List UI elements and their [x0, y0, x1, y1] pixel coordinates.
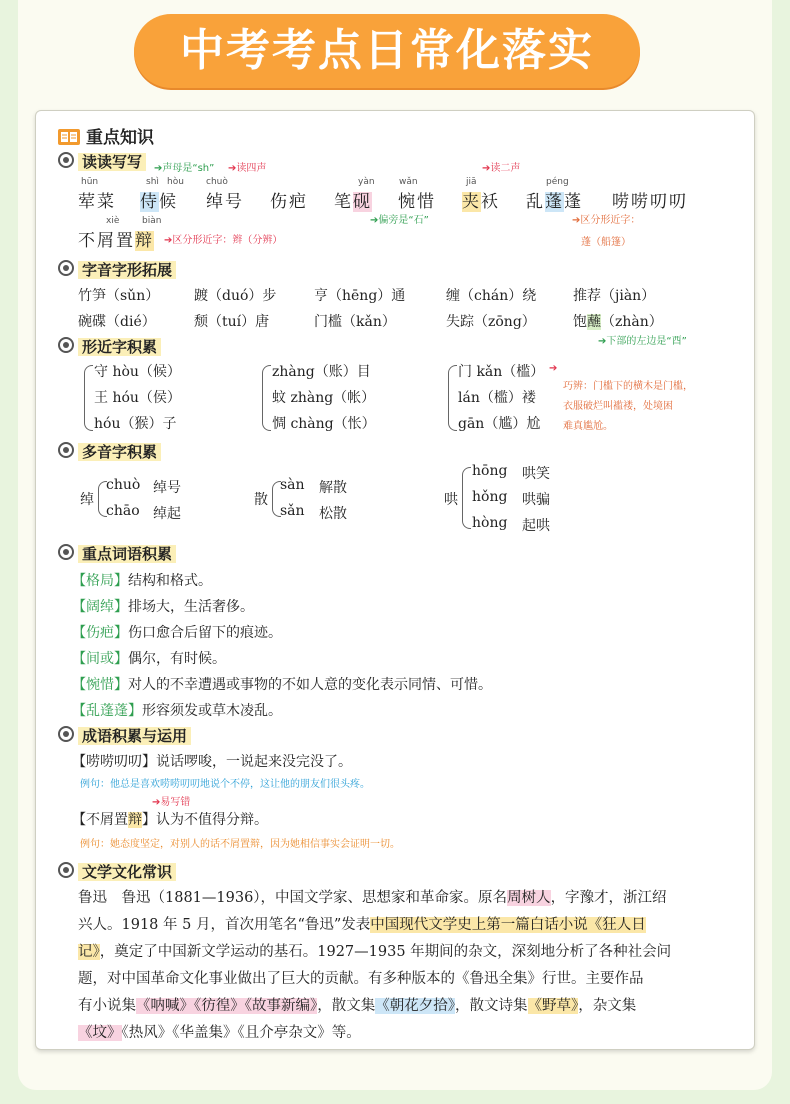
polyphone-word: 绰号: [153, 480, 181, 496]
lit-line-1: 鲁迅 鲁迅（1881—1936），中国文学家、思想家和革命家。原名周树人，字豫才，浙江绍: [78, 890, 667, 906]
polyphone-reading: chāo: [106, 503, 140, 519]
brace: [462, 467, 471, 529]
polyphone-reading: hòng: [472, 515, 508, 531]
polyphone-reading: hǒng: [472, 489, 508, 505]
polyphone-word: 哄骗: [522, 492, 550, 508]
section-title-vocabulary: 重点词语积累: [58, 543, 176, 564]
pinyin-hou: hòu: [167, 177, 184, 187]
section-title-similar-chars: 形近字积累: [58, 336, 161, 357]
word-luanpengpeng: 乱蓬蓬: [526, 192, 583, 212]
idiom-example-2: 例句：她态度坚定，对别人的话不屑置辩，因为她相信事实会证明一切。: [80, 839, 400, 850]
note-radical-stone: ➔偏旁是“石”: [370, 215, 429, 226]
word-jiaao: 夹袄: [462, 192, 500, 212]
polyphone-word: 解散: [319, 480, 347, 496]
card-heading-text: 重点知识: [86, 128, 154, 148]
pron-item: 踱（duó）步: [194, 288, 277, 304]
similar-char: 蚊 zhàng（帐）: [272, 390, 376, 406]
pron-item: 竹笋（sǔn）: [78, 288, 160, 304]
similar-char: 惆 chàng（怅）: [272, 416, 376, 432]
circle-bullet-icon: [58, 152, 74, 168]
section-title-pronunciation: 字音字形拓展: [58, 259, 176, 280]
pinyin-chuo: chuò: [206, 177, 228, 187]
pinyin-xie: xiè: [106, 216, 120, 226]
idiom-item-1: 【唠唠叨叨】说话啰唆，一说起来没完没了。: [72, 754, 352, 770]
similar-char: zhàng（账）目: [272, 364, 371, 380]
tip-line: 巧辨：门槛下的横木是门槛，: [563, 381, 693, 392]
similar-char: hóu（猴）子: [94, 416, 177, 432]
circle-bullet-icon: [58, 726, 74, 742]
similar-char: 守 hòu（候）: [94, 364, 181, 380]
note-second-tone: ➔读二声: [482, 163, 521, 174]
pron-item-zhan: 饱蘸（zhàn）: [573, 314, 663, 330]
polyphone-word: 松散: [319, 506, 347, 522]
lit-line-5: 有小说集《呐喊》《彷徨》《故事新编》，散文集《朝花夕拾》，散文诗集《野草》，杂文集: [78, 998, 637, 1014]
content-card: [35, 110, 755, 1050]
pinyin-hun: hūn: [81, 177, 99, 187]
title-banner: [134, 14, 640, 88]
note-you: ➔下部的左边是“酉”: [598, 336, 687, 347]
note-peng-1: ➔区分形近字：: [572, 215, 641, 226]
vocab-item: 【格局】结构和格式。: [72, 573, 212, 589]
polyphone-char: 散: [254, 492, 268, 508]
polyphone-char: 哄: [444, 492, 458, 508]
similar-char: 王 hóu（侯）: [94, 390, 181, 406]
tip-arrow-icon: ➔: [549, 363, 558, 374]
pron-item: 失踪（zōng）: [446, 314, 536, 330]
word-wanxi: 惋惜: [398, 192, 436, 212]
pron-item: 亨（hēng）通: [314, 288, 406, 304]
similar-char: lán（槛）褛: [458, 390, 536, 406]
vocab-item: 【乱蓬蓬】形容须发或草木凌乱。: [72, 703, 282, 719]
note-shengmu: ➔声母是“sh”: [154, 163, 215, 174]
pron-item: 推荐（jiàn）: [573, 288, 656, 304]
lit-line-4: 题，对中国革命文化事业做出了巨大的贡献。有多种版本的《鲁迅全集》行世。主要作品: [78, 971, 644, 987]
word-chuohao: 绰号: [206, 192, 244, 212]
idiom-item-2: 【不屑置辩】认为不值得分辩。: [72, 812, 268, 828]
note-bian: ➔区分形近字：辫（分辨）: [164, 235, 283, 246]
banner-title: 中考考点日常化落实: [180, 25, 594, 76]
word-biyan: 笔砚: [334, 192, 372, 212]
section-title-idioms: 成语积累与运用: [58, 725, 191, 746]
polyphone-reading: sàn: [280, 477, 305, 493]
pron-item: 颓（tuí）唐: [194, 314, 270, 330]
pinyin-wan: wǎn: [399, 177, 418, 187]
polyphone-word: 起哄: [522, 518, 550, 534]
similar-char: 门 kǎn（槛）: [458, 364, 545, 380]
section-title-polyphones: 多音字积累: [58, 441, 161, 462]
section-title-literature: 文学文化常识: [58, 861, 176, 882]
note-easy-mistake: ➔易写错: [152, 797, 191, 808]
note-fourth-tone: ➔读四声: [228, 163, 267, 174]
note-peng-2: 蓬（船篷）: [581, 237, 631, 248]
vocab-item: 【惋惜】对人的不幸遭遇或事物的不如人意的变化表示同情、可惜。: [72, 677, 492, 693]
pinyin-shi: shì: [146, 177, 159, 187]
polyphone-char: 绰: [80, 492, 94, 508]
pinyin-peng: péng: [546, 177, 569, 187]
pron-item: 缠（chán）绕: [446, 288, 537, 304]
polyphone-reading: hōng: [472, 463, 508, 479]
tip-line: 难真尴尬。: [563, 421, 613, 432]
polyphone-word: 哄笑: [522, 466, 550, 482]
polyphone-word: 绰起: [153, 506, 181, 522]
lit-line-3: 记》，奠定了中国新文学运动的基石。1927—1935 年期间的杂文，深刻地分析了各种社会问: [78, 944, 672, 960]
word-shihou: 侍候: [140, 192, 178, 212]
word-huncai: 荤菜: [78, 192, 116, 212]
pinyin-bian: biàn: [142, 216, 162, 226]
vocab-item: 【间或】偶尔，有时候。: [72, 651, 226, 667]
word-shangba: 伤疤: [270, 192, 308, 212]
word-buxiezhibian: 不屑置辩: [78, 231, 154, 251]
similar-char: gān（尴）尬: [458, 416, 541, 432]
word-laolaodaodao: 唠唠叨叨: [612, 192, 688, 212]
tip-line: 衣服破烂叫褴褛，处境困: [563, 401, 673, 412]
pinyin-jia: jiā: [466, 177, 477, 187]
vocab-item: 【阔绰】排场大，生活奢侈。: [72, 599, 254, 615]
circle-bullet-icon: [58, 862, 74, 878]
brace: [262, 365, 271, 431]
lit-line-6: 《坟》《热风》《华盖集》《且介亭杂文》等。: [78, 1025, 361, 1041]
brace: [84, 365, 93, 431]
lit-line-2: 兴人。1918 年 5 月，首次用笔名“鲁迅”发表中国现代文学史上第一篇白话小说《狂人日: [78, 917, 646, 933]
book-icon: [58, 129, 80, 145]
pron-item: 门槛（kǎn）: [314, 314, 396, 330]
circle-bullet-icon: [58, 337, 74, 353]
pron-item: 碗碟（dié）: [78, 314, 156, 330]
card-heading: [58, 123, 154, 148]
circle-bullet-icon: [58, 260, 74, 276]
brace: [448, 365, 457, 431]
idiom-example-1: 例句：他总是喜欢唠唠叨叨地说个不停，这让他的朋友们很头疼。: [80, 779, 370, 790]
polyphone-reading: chuò: [106, 477, 141, 493]
polyphone-reading: sǎn: [280, 503, 305, 519]
section-title-read-write: 读读写写: [58, 151, 146, 172]
pinyin-yan: yàn: [358, 177, 375, 187]
circle-bullet-icon: [58, 544, 74, 560]
circle-bullet-icon: [58, 442, 74, 458]
vocab-item: 【伤疤】伤口愈合后留下的痕迹。: [72, 625, 282, 641]
